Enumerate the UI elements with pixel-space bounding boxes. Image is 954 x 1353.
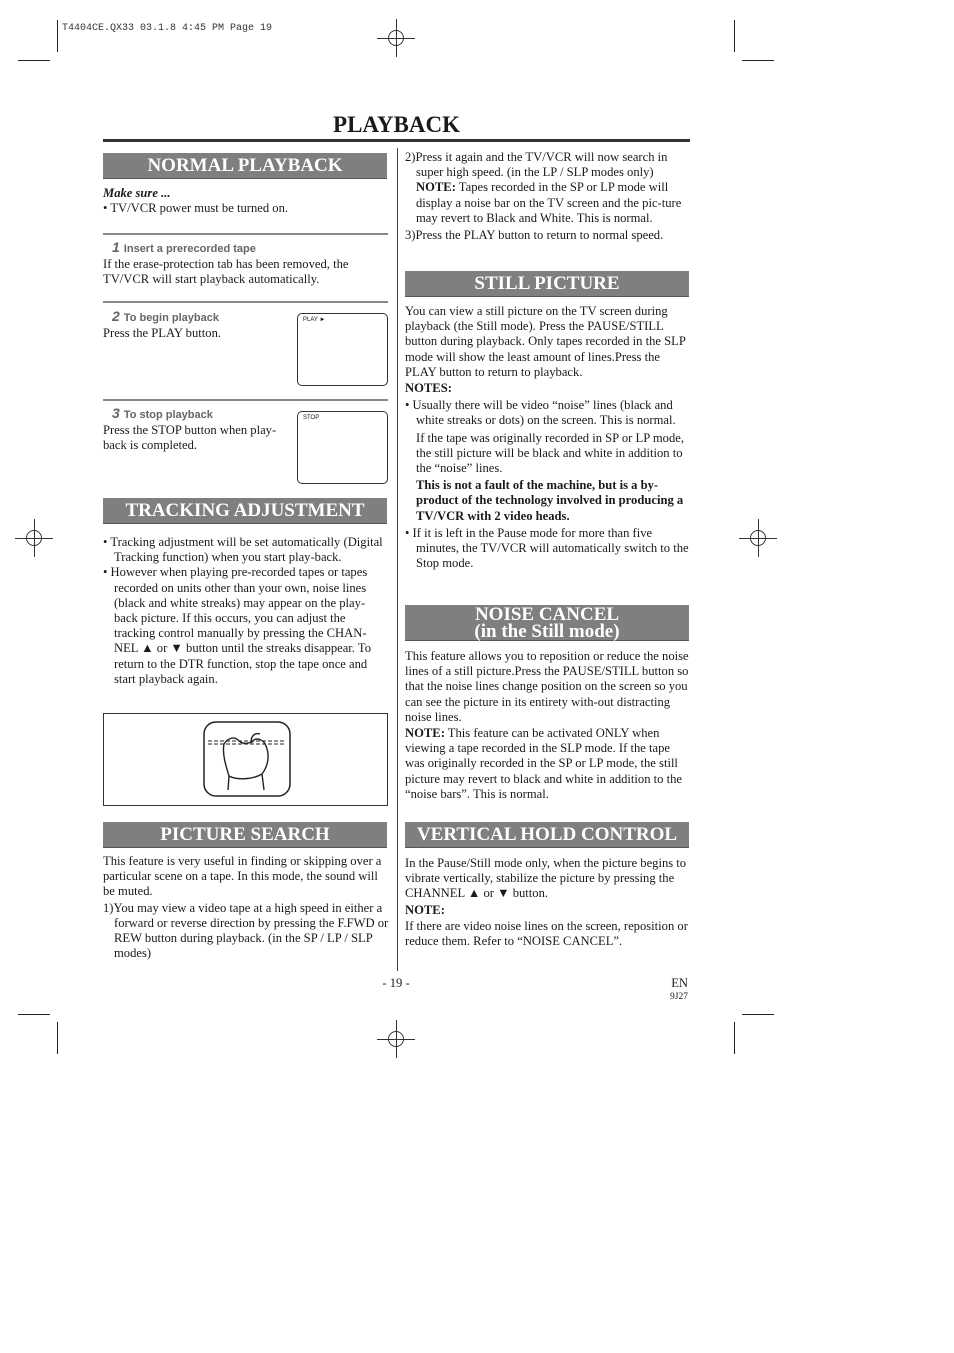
- print-slug: T4404CE.QX33 03.1.8 4:45 PM Page 19: [62, 23, 273, 34]
- registration-mark-icon: [388, 30, 404, 46]
- noise-cancel-title: NOISE CANCEL: [474, 604, 620, 625]
- registration-mark-icon: [26, 530, 42, 546]
- picture-search-continued: [405, 150, 691, 243]
- column-divider: [397, 148, 398, 971]
- noise-cancel-intro: This feature allows you to reposition or reduce the noise lines of a still picture.Press the PAUSE/STILL button so that the noise lines change position on the screen so you can see the picture in its entirety with-out distracting noise lines.: [405, 649, 689, 724]
- normal-playback-heading: NORMAL PLAYBACK: [103, 153, 387, 179]
- vertical-hold-note-label: NOTE:: [405, 902, 445, 917]
- still-note-1c: This is not a fault of the machine, but is a by-product of the technology involved in producing a TV/VCR with 2 video heads.: [416, 478, 684, 523]
- crop-mark: [57, 20, 58, 52]
- picture-search-step-2: 2)Press it again and the TV/VCR will now search in super high speed. (in the LP / SLP modes only): [405, 150, 668, 180]
- title-rule: [103, 139, 690, 142]
- screen-play-indicator: PLAY ►: [303, 317, 326, 323]
- noise-cancel-subtitle: (in the Still mode): [474, 621, 620, 642]
- step1-number: 1: [112, 239, 120, 255]
- page-number: - 19 -: [382, 976, 410, 990]
- still-note-2: • If it is left in the Pause mode for more than five minutes, the TV/VCR will automatically switch to the Stop mode.: [405, 525, 689, 571]
- step3-number: 3: [112, 405, 120, 421]
- tracking-heading: TRACKING ADJUSTMENT: [103, 498, 387, 524]
- model-code: 9J27: [670, 992, 688, 1002]
- dog-tv-illustration-icon: [104, 714, 387, 805]
- vertical-hold-intro: In the Pause/Still mode only, when the picture begins to vibrate vertically, stabilize the picture by pressing the CHANNEL ▲ or ▼ button.: [405, 856, 687, 901]
- vertical-hold-body: [405, 856, 691, 949]
- still-picture-body: [405, 304, 691, 571]
- noise-cancel-note: [405, 726, 691, 802]
- step1-title: [112, 239, 256, 255]
- picture-search-heading: PICTURE SEARCH: [103, 822, 387, 848]
- picture-search-step-1: 1)You may view a video tape at a high speed in either a forward or reverse direction by pressing the F.FWD or REW button during playback. (in the SP / LP / SLP modes): [103, 900, 389, 961]
- still-note-1: • Usually there will be video “noise” lines (black and white streaks or dots) on the screen. This is normal.: [405, 398, 676, 428]
- noise-cancel-body: [405, 649, 691, 802]
- registration-mark-icon: [750, 530, 766, 546]
- crop-mark: [18, 1014, 50, 1015]
- still-picture-intro: You can view a still picture on the TV screen during playback (the Still mode). Press the PAUSE/STILL button during playback. Only tapes recorded in the SLP mode will show the least amount of lines.Press the PLAY button to return to playback.: [405, 304, 686, 379]
- crop-mark: [18, 60, 50, 61]
- step1-label: Insert a prerecorded tape: [123, 243, 256, 255]
- crop-mark: [734, 20, 735, 52]
- noise-figure: [103, 713, 388, 806]
- picture-search-intro: This feature is very useful in finding or skipping over a particular scene on a tape. In this mode, the sound will be muted.: [103, 854, 382, 899]
- make-sure-item: • TV/VCR power must be turned on.: [103, 201, 289, 216]
- step2-number: 2: [112, 308, 120, 324]
- tracking-bullet-2: • However when playing pre-recorded tapes or tapes recorded on units other than your own, noise lines (black and white streaks) may appear on the play-back picture. If this occurs, you can adjust the tracking control manually by pressing the CHAN-NEL ▲ or ▼ button until the streaks disappear. To return to the DTR function, stop the tape once and start playback again.: [103, 565, 371, 686]
- note-text: Tapes recorded in the SP or LP mode will display a noise bar on the TV screen and the pic-ture may revert to Black and White. This is normal.: [416, 180, 682, 225]
- picture-search-body: [103, 854, 389, 961]
- step3-label: To stop playback: [123, 409, 213, 421]
- registration-mark-icon: [388, 1031, 404, 1047]
- crop-mark: [742, 1014, 774, 1015]
- still-note-1b: If the tape was originally recorded in SP or LP mode, the still picture will be black and white in addition to the “noise” lines.: [416, 430, 685, 476]
- crop-mark: [742, 60, 774, 61]
- tv-screen-stop: [297, 411, 388, 484]
- step3-text: Press the STOP button when play-back is completed.: [103, 423, 277, 453]
- tv-screen-play: [297, 313, 388, 386]
- note-label: NOTE:: [416, 180, 456, 195]
- noise-cancel-heading: [405, 605, 689, 641]
- vertical-hold-heading: VERTICAL HOLD CONTROL: [405, 822, 689, 848]
- still-picture-heading: STILL PICTURE: [405, 271, 689, 297]
- make-sure-block: [103, 186, 389, 216]
- make-sure-label: Make sure ...: [103, 186, 171, 200]
- step-divider: [103, 301, 388, 303]
- step-divider: [103, 399, 388, 401]
- step-divider: [103, 233, 388, 235]
- still-notes-label: NOTES:: [405, 381, 452, 396]
- crop-mark: [734, 1022, 735, 1054]
- note-label: NOTE:: [405, 726, 445, 741]
- screen-stop-indicator: STOP: [303, 415, 320, 421]
- vertical-hold-note-text: If there are video noise lines on the screen, reposition or reduce them. Refer to “NOISE CANCEL”.: [405, 918, 688, 949]
- tracking-bullet-1: • Tracking adjustment will be set automatically (Digital Tracking function) when you start play-back.: [103, 535, 383, 565]
- crop-mark: [57, 1022, 58, 1054]
- picture-search-note: [405, 180, 691, 226]
- picture-search-step-3: 3)Press the PLAY button to return to normal speed.: [405, 228, 664, 243]
- step3-title: [112, 405, 213, 421]
- note-text: This feature can be activated ONLY when viewing a tape recorded in the SLP mode. If the tape was originally recorded in the SP or LP mode, the still picture may revert to black and white in addition to the “noise bars”. This is normal.: [405, 726, 682, 801]
- step2-text: Press the PLAY button.: [103, 326, 222, 340]
- step2-title: [112, 308, 219, 324]
- tracking-body: [103, 535, 387, 687]
- page-title: PLAYBACK: [333, 112, 460, 137]
- step2-label: To begin playback: [123, 312, 219, 324]
- step1-text: If the erase-protection tab has been removed, the TV/VCR will start playback automatically.: [103, 257, 349, 287]
- language-code: EN: [671, 976, 688, 990]
